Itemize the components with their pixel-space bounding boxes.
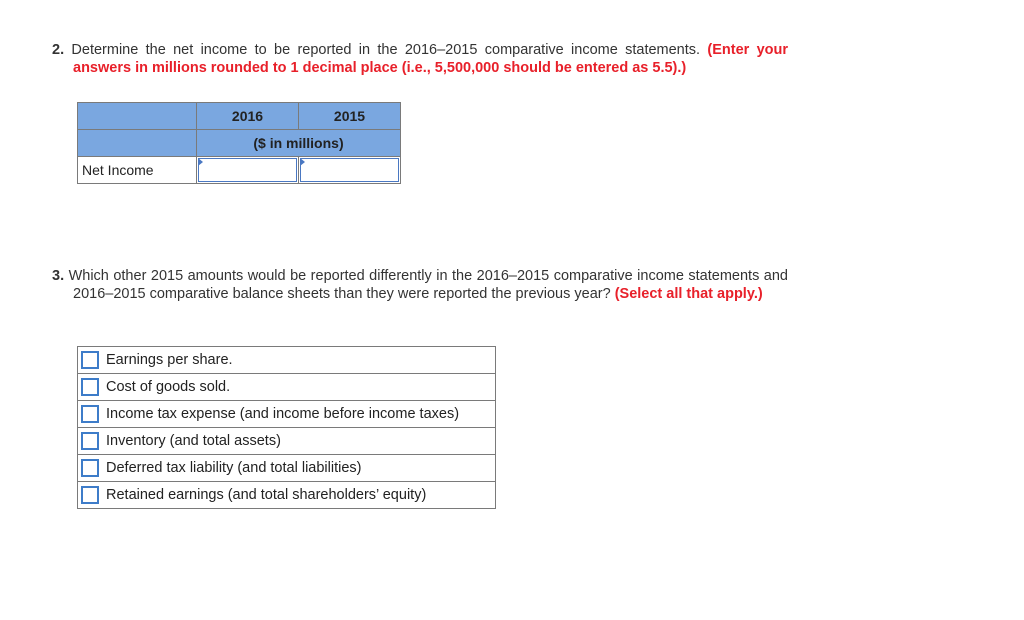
table-subheader-blank — [78, 130, 197, 157]
option-label: Cost of goods sold. — [106, 379, 231, 395]
net-income-table — [77, 102, 401, 184]
question-2-text: Determine the net income to be reported in the 2016–2015 comparative income statements. — [71, 42, 701, 58]
option-cost-of-goods-sold[interactable] — [78, 374, 495, 401]
checkbox-icon[interactable] — [81, 351, 99, 369]
question-2-number: 2. — [52, 42, 65, 58]
option-earnings-per-share[interactable] — [78, 347, 495, 374]
table-header-2015: 2015 — [299, 103, 401, 130]
option-income-tax-expense[interactable] — [78, 401, 495, 428]
input-marker-icon — [198, 158, 203, 166]
checkbox-icon[interactable] — [81, 486, 99, 504]
table-units-label: ($ in millions) — [197, 130, 401, 157]
options-list — [77, 346, 496, 509]
question-2 — [52, 41, 788, 77]
checkbox-icon[interactable] — [81, 378, 99, 396]
table-header-blank — [78, 103, 197, 130]
checkbox-icon[interactable] — [81, 459, 99, 477]
net-income-2016-cell — [197, 157, 299, 184]
net-income-label: Net Income — [78, 157, 197, 184]
option-label: Earnings per share. — [106, 352, 233, 368]
question-3-number: 3. — [52, 268, 65, 284]
question-3-text: Which other 2015 amounts would be reported differently in the 2016–2015 comparative income statements and 2016–2015 comparative balance sheets than they were reported the previous year? — [68, 268, 788, 302]
option-deferred-tax-liability[interactable] — [78, 455, 495, 482]
question-3 — [52, 267, 788, 303]
input-marker-icon — [300, 158, 305, 166]
option-label: Inventory (and total assets) — [106, 433, 281, 449]
option-label: Retained earnings (and total shareholders’ equity) — [106, 487, 427, 503]
question-2-instruction: (Enter your answers in millions rounded to 1 decimal place (i.e., 5,500,000 should be entered as 5.5).) — [73, 42, 789, 76]
checkbox-icon[interactable] — [81, 405, 99, 423]
checkbox-icon[interactable] — [81, 432, 99, 450]
net-income-2015-cell — [299, 157, 401, 184]
net-income-2016-input[interactable] — [198, 158, 297, 182]
net-income-2015-input[interactable] — [300, 158, 399, 182]
option-label: Income tax expense (and income before income taxes) — [106, 406, 460, 422]
option-retained-earnings[interactable] — [78, 482, 495, 509]
option-label: Deferred tax liability (and total liabilities) — [106, 460, 362, 476]
table-header-2016: 2016 — [197, 103, 299, 130]
question-3-instruction: (Select all that apply.) — [614, 286, 763, 302]
option-inventory[interactable] — [78, 428, 495, 455]
